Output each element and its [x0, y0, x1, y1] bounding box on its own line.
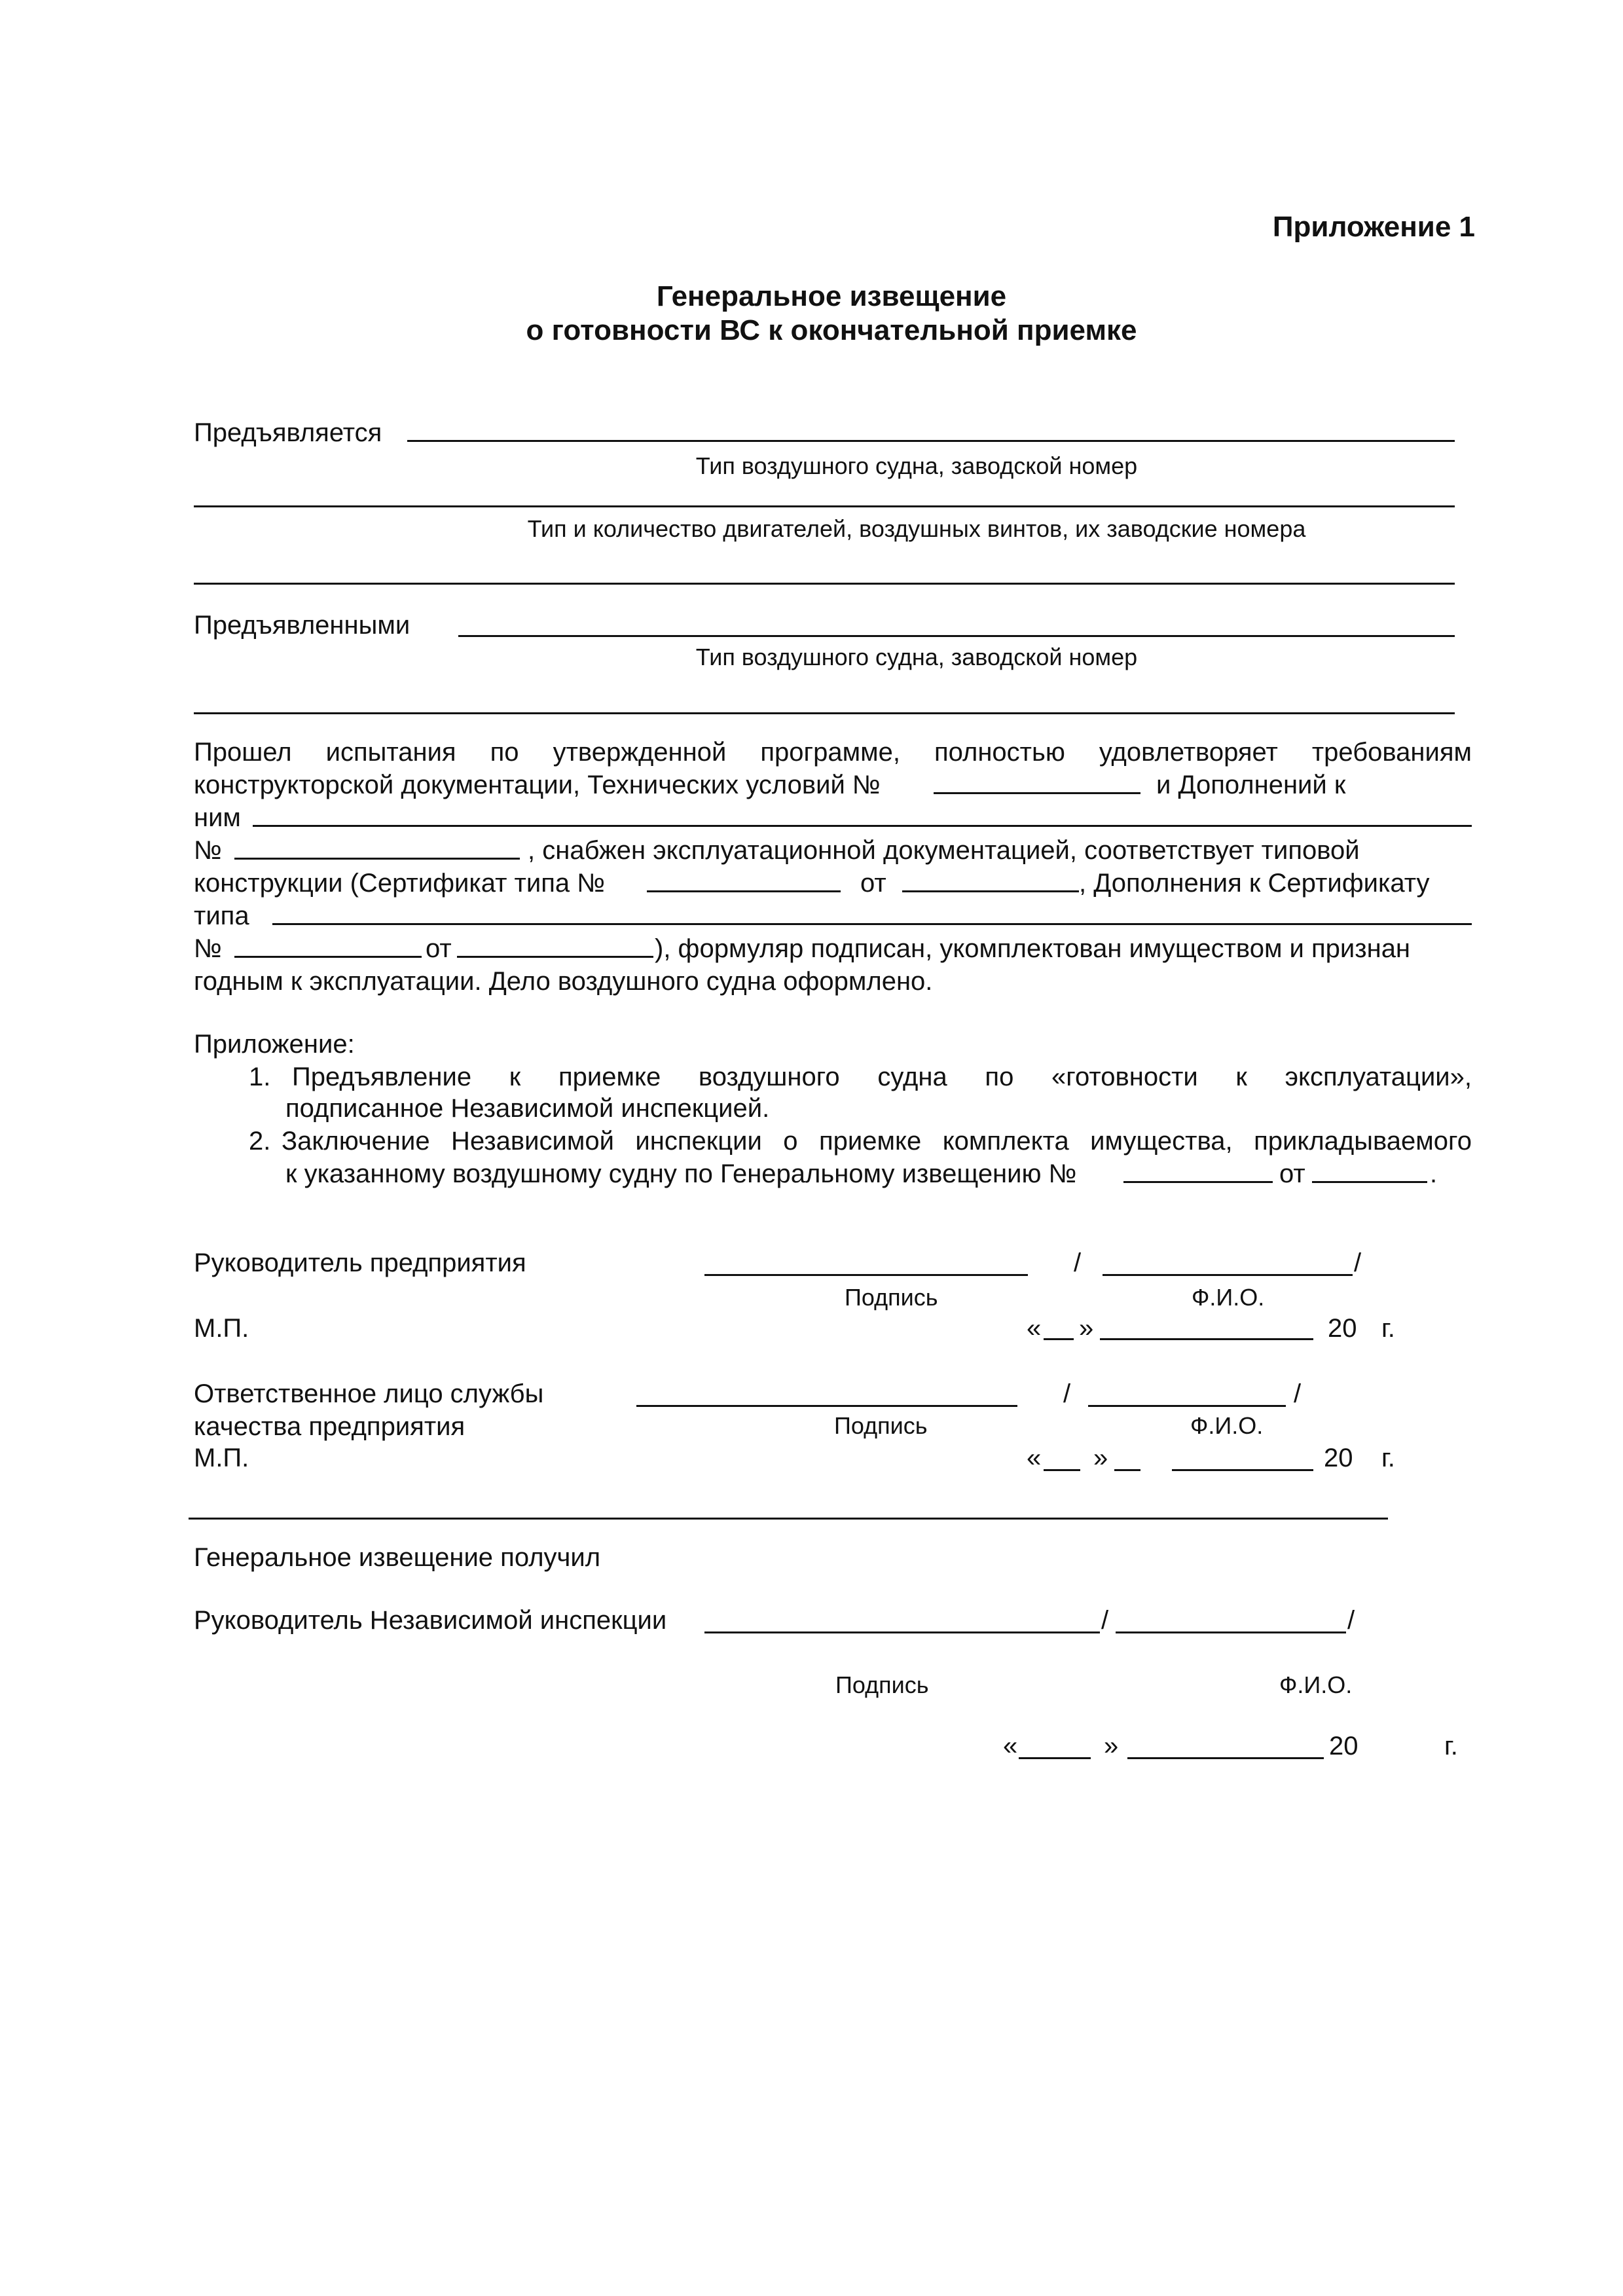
title-line-2: о готовности ВС к окончательной приемке	[526, 314, 1137, 346]
presented-with-caption: Тип воздушного судна, заводской номер	[695, 644, 1138, 670]
attachment-1-line-2: подписанное Независимой инспекцией.	[285, 1094, 770, 1123]
appendix-label: Приложение 1	[1272, 211, 1475, 243]
body-line-6: типа	[194, 902, 249, 930]
attachment-2-line-2a: к указанному воздушному судну по Генеральному извещению №	[285, 1159, 1077, 1188]
presented-extra-line[interactable]	[194, 583, 1455, 585]
type-certificate-number-line[interactable]	[647, 890, 841, 892]
section-separator	[189, 1518, 1388, 1520]
body-line-4b: , снабжен эксплуатационной документацией, соответствует типовой	[528, 836, 1360, 865]
attachment-1-line-1: Предъявление к приемке воздушного судна по «готовности к эксплуатации»,	[292, 1063, 1472, 1091]
head-signature-caption: Подпись	[845, 1284, 938, 1311]
body-line-7a: №	[194, 934, 222, 963]
presented-with-label: Предъявленными	[194, 611, 410, 640]
certificate-additions-date-line[interactable]	[457, 956, 653, 958]
inspection-name-line[interactable]	[1116, 1631, 1346, 1633]
received-label: Генеральное извещение получил	[194, 1543, 601, 1572]
inspection-date-quote-open: «	[1003, 1732, 1018, 1760]
engines-line[interactable]	[194, 505, 1455, 507]
head-date-year-prefix: 20	[1328, 1314, 1357, 1343]
quality-name-line[interactable]	[1088, 1405, 1286, 1407]
quality-date-month-line-b[interactable]	[1172, 1469, 1313, 1471]
additions-line[interactable]	[253, 825, 1472, 827]
attachments-heading: Приложение:	[194, 1030, 355, 1059]
inspection-date-year-suffix: г.	[1444, 1732, 1458, 1760]
quality-date-year-prefix: 20	[1324, 1444, 1353, 1472]
body-line-3: ним	[194, 803, 241, 832]
inspection-date-quote-close: »	[1104, 1732, 1119, 1760]
presented-aircraft-caption: Тип воздушного судна, заводской номер	[695, 452, 1138, 479]
type-certificate-date-line[interactable]	[902, 890, 1079, 892]
quality-slash-1: /	[1063, 1379, 1071, 1408]
body-line-7c: ), формуляр подписан, укомплектован имуществом и признан	[655, 934, 1411, 963]
quality-date-quote-open: «	[1027, 1444, 1042, 1472]
certificate-additions-line[interactable]	[272, 923, 1472, 925]
inspection-head-label: Руководитель Независимой инспекции	[194, 1606, 667, 1635]
presented-aircraft-line[interactable]	[407, 440, 1455, 442]
presented-with-line[interactable]	[458, 635, 1455, 637]
quality-slash-2: /	[1294, 1379, 1302, 1408]
inspection-slash-1: /	[1101, 1606, 1109, 1635]
quality-label-line-1: Ответственное лицо службы	[194, 1379, 544, 1408]
head-slash-2: /	[1354, 1248, 1362, 1277]
quality-signature-line[interactable]	[636, 1405, 1017, 1407]
tech-conditions-number-line[interactable]	[934, 792, 1140, 794]
attachment-2-number: 2.	[249, 1127, 271, 1156]
quality-date-day-line[interactable]	[1044, 1469, 1080, 1471]
body-line-5c: , Дополнения к Сертификату	[1079, 869, 1430, 898]
presented-with-extra-line[interactable]	[194, 712, 1455, 714]
head-date-year-suffix: г.	[1381, 1314, 1395, 1343]
inspection-signature-caption: Подпись	[835, 1671, 929, 1698]
head-name-line[interactable]	[1103, 1274, 1353, 1276]
inspection-slash-2: /	[1347, 1606, 1355, 1635]
body-line-4a: №	[194, 836, 222, 865]
head-date-day-line[interactable]	[1044, 1338, 1074, 1340]
general-notice-number-line[interactable]	[1123, 1181, 1273, 1183]
title-line-1: Генеральное извещение	[656, 280, 1007, 312]
attachment-2-line-2c: .	[1430, 1159, 1438, 1188]
quality-signature-caption: Подпись	[834, 1412, 928, 1439]
additions-number-line[interactable]	[234, 858, 520, 860]
quality-label-line-2: качества предприятия	[194, 1412, 465, 1441]
head-stamp: М.П.	[194, 1314, 249, 1343]
presented-label: Предъявляется	[194, 418, 382, 447]
body-line-8: годным к эксплуатации. Дело воздушного судна оформлено.	[194, 967, 933, 996]
certificate-additions-number-line[interactable]	[234, 956, 422, 958]
body-line-7b: от	[426, 934, 452, 963]
inspection-date-year-prefix: 20	[1329, 1732, 1359, 1760]
head-name-caption: Ф.И.О.	[1192, 1284, 1265, 1311]
attachment-2-line-1: Заключение Независимой инспекции о приемке комплекта имущества, прикладываемого	[282, 1127, 1472, 1156]
body-line-2a: конструкторской документации, Технических условий №	[194, 771, 881, 799]
body-line-5b: от	[860, 869, 886, 898]
inspection-date-month-line[interactable]	[1127, 1757, 1324, 1759]
inspection-name-caption: Ф.И.О.	[1279, 1671, 1353, 1698]
head-signature-line[interactable]	[704, 1274, 1028, 1276]
quality-date-quote-close: »	[1093, 1444, 1108, 1472]
head-date-quote-open: «	[1027, 1314, 1042, 1343]
quality-stamp: М.П.	[194, 1444, 249, 1472]
head-date-month-line[interactable]	[1100, 1338, 1313, 1340]
quality-name-caption: Ф.И.О.	[1190, 1412, 1264, 1439]
body-line-5a: конструкции (Сертификат типа №	[194, 869, 606, 898]
quality-date-year-suffix: г.	[1381, 1444, 1395, 1472]
body-line-2b: и Дополнений к	[1156, 771, 1346, 799]
engines-caption: Тип и количество двигателей, воздушных винтов, их заводские номера	[527, 515, 1306, 542]
inspection-signature-line[interactable]	[704, 1631, 1100, 1633]
head-date-quote-close: »	[1079, 1314, 1094, 1343]
body-line-1: Прошел испытания по утвержденной программе, полностью удовлетворяет требованиям	[194, 738, 1472, 767]
inspection-date-day-line[interactable]	[1019, 1757, 1091, 1759]
quality-date-month-line-a[interactable]	[1114, 1469, 1140, 1471]
general-notice-date-line[interactable]	[1312, 1181, 1427, 1183]
attachment-1-number: 1.	[249, 1063, 271, 1091]
head-slash-1: /	[1074, 1248, 1082, 1277]
head-of-enterprise-label: Руководитель предприятия	[194, 1248, 526, 1277]
attachment-2-line-2b: от	[1279, 1159, 1305, 1188]
